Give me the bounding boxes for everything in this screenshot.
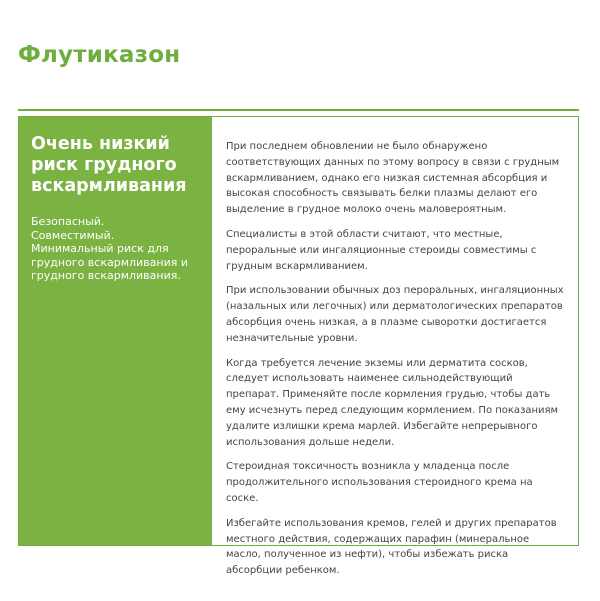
paragraph-absorption: При последнем обновлении не было обнаружено соответствующих данных по этому вопросу в связи с грудным вскармливанием, однако его низкая системная абсорбция и высокая способность связывать белки плазмы делают его выделение в грудное молоко очень маловероятным. bbox=[226, 141, 560, 216]
paragraph-toxicity: Стероидная токсичность возникла у младенца после продолжительного использования стероидного крема на соске. bbox=[226, 461, 533, 504]
page-title: Флутиказон bbox=[18, 42, 181, 68]
risk-line-minimal: Минимальный риск для грудного вскармливания и грудного вскармливания. bbox=[31, 242, 189, 282]
risk-heading: Очень низкий риск грудного вскармливания bbox=[31, 134, 187, 196]
info-card bbox=[18, 116, 579, 577]
title-divider bbox=[18, 109, 579, 111]
paragraph-eczema: Когда требуется лечение экземы или дерматита сосков, следует использовать наименее сильнодействующий препарат. Применяйте после кормления грудью, чтобы дать ему исчезнуть перед следующим кормлением. По показаниям удалите излишки крема марлей. Избегайте непрерывного использования дольше недели. bbox=[226, 357, 559, 448]
paragraph-doses: При использовании обычных доз пероральных, ингаляционных (назальных или легочных) или дерматологических препаратов абсорбция очень низкая, а в плазме сыворотки достигается незначительные уровни. bbox=[226, 285, 564, 344]
paragraph-specialists: Специалисты в этой области считают, что местные, пероральные или ингаляционные стероиды совместимы с грудным вскармливанием. bbox=[226, 228, 537, 272]
risk-line-compatible: Совместимый. bbox=[31, 228, 115, 242]
risk-panel bbox=[19, 117, 212, 545]
paragraph-paraffin: Избегайте использования кремов, гелей и других препаратов местного действия, содержащих парафин (минеральное масло, полученное из нефти), чтобы избежать риска абсорбции ребенком. bbox=[226, 517, 557, 577]
risk-description bbox=[31, 215, 209, 283]
risk-line-safe: Безопасный. bbox=[31, 215, 105, 228]
description-text bbox=[226, 139, 566, 588]
